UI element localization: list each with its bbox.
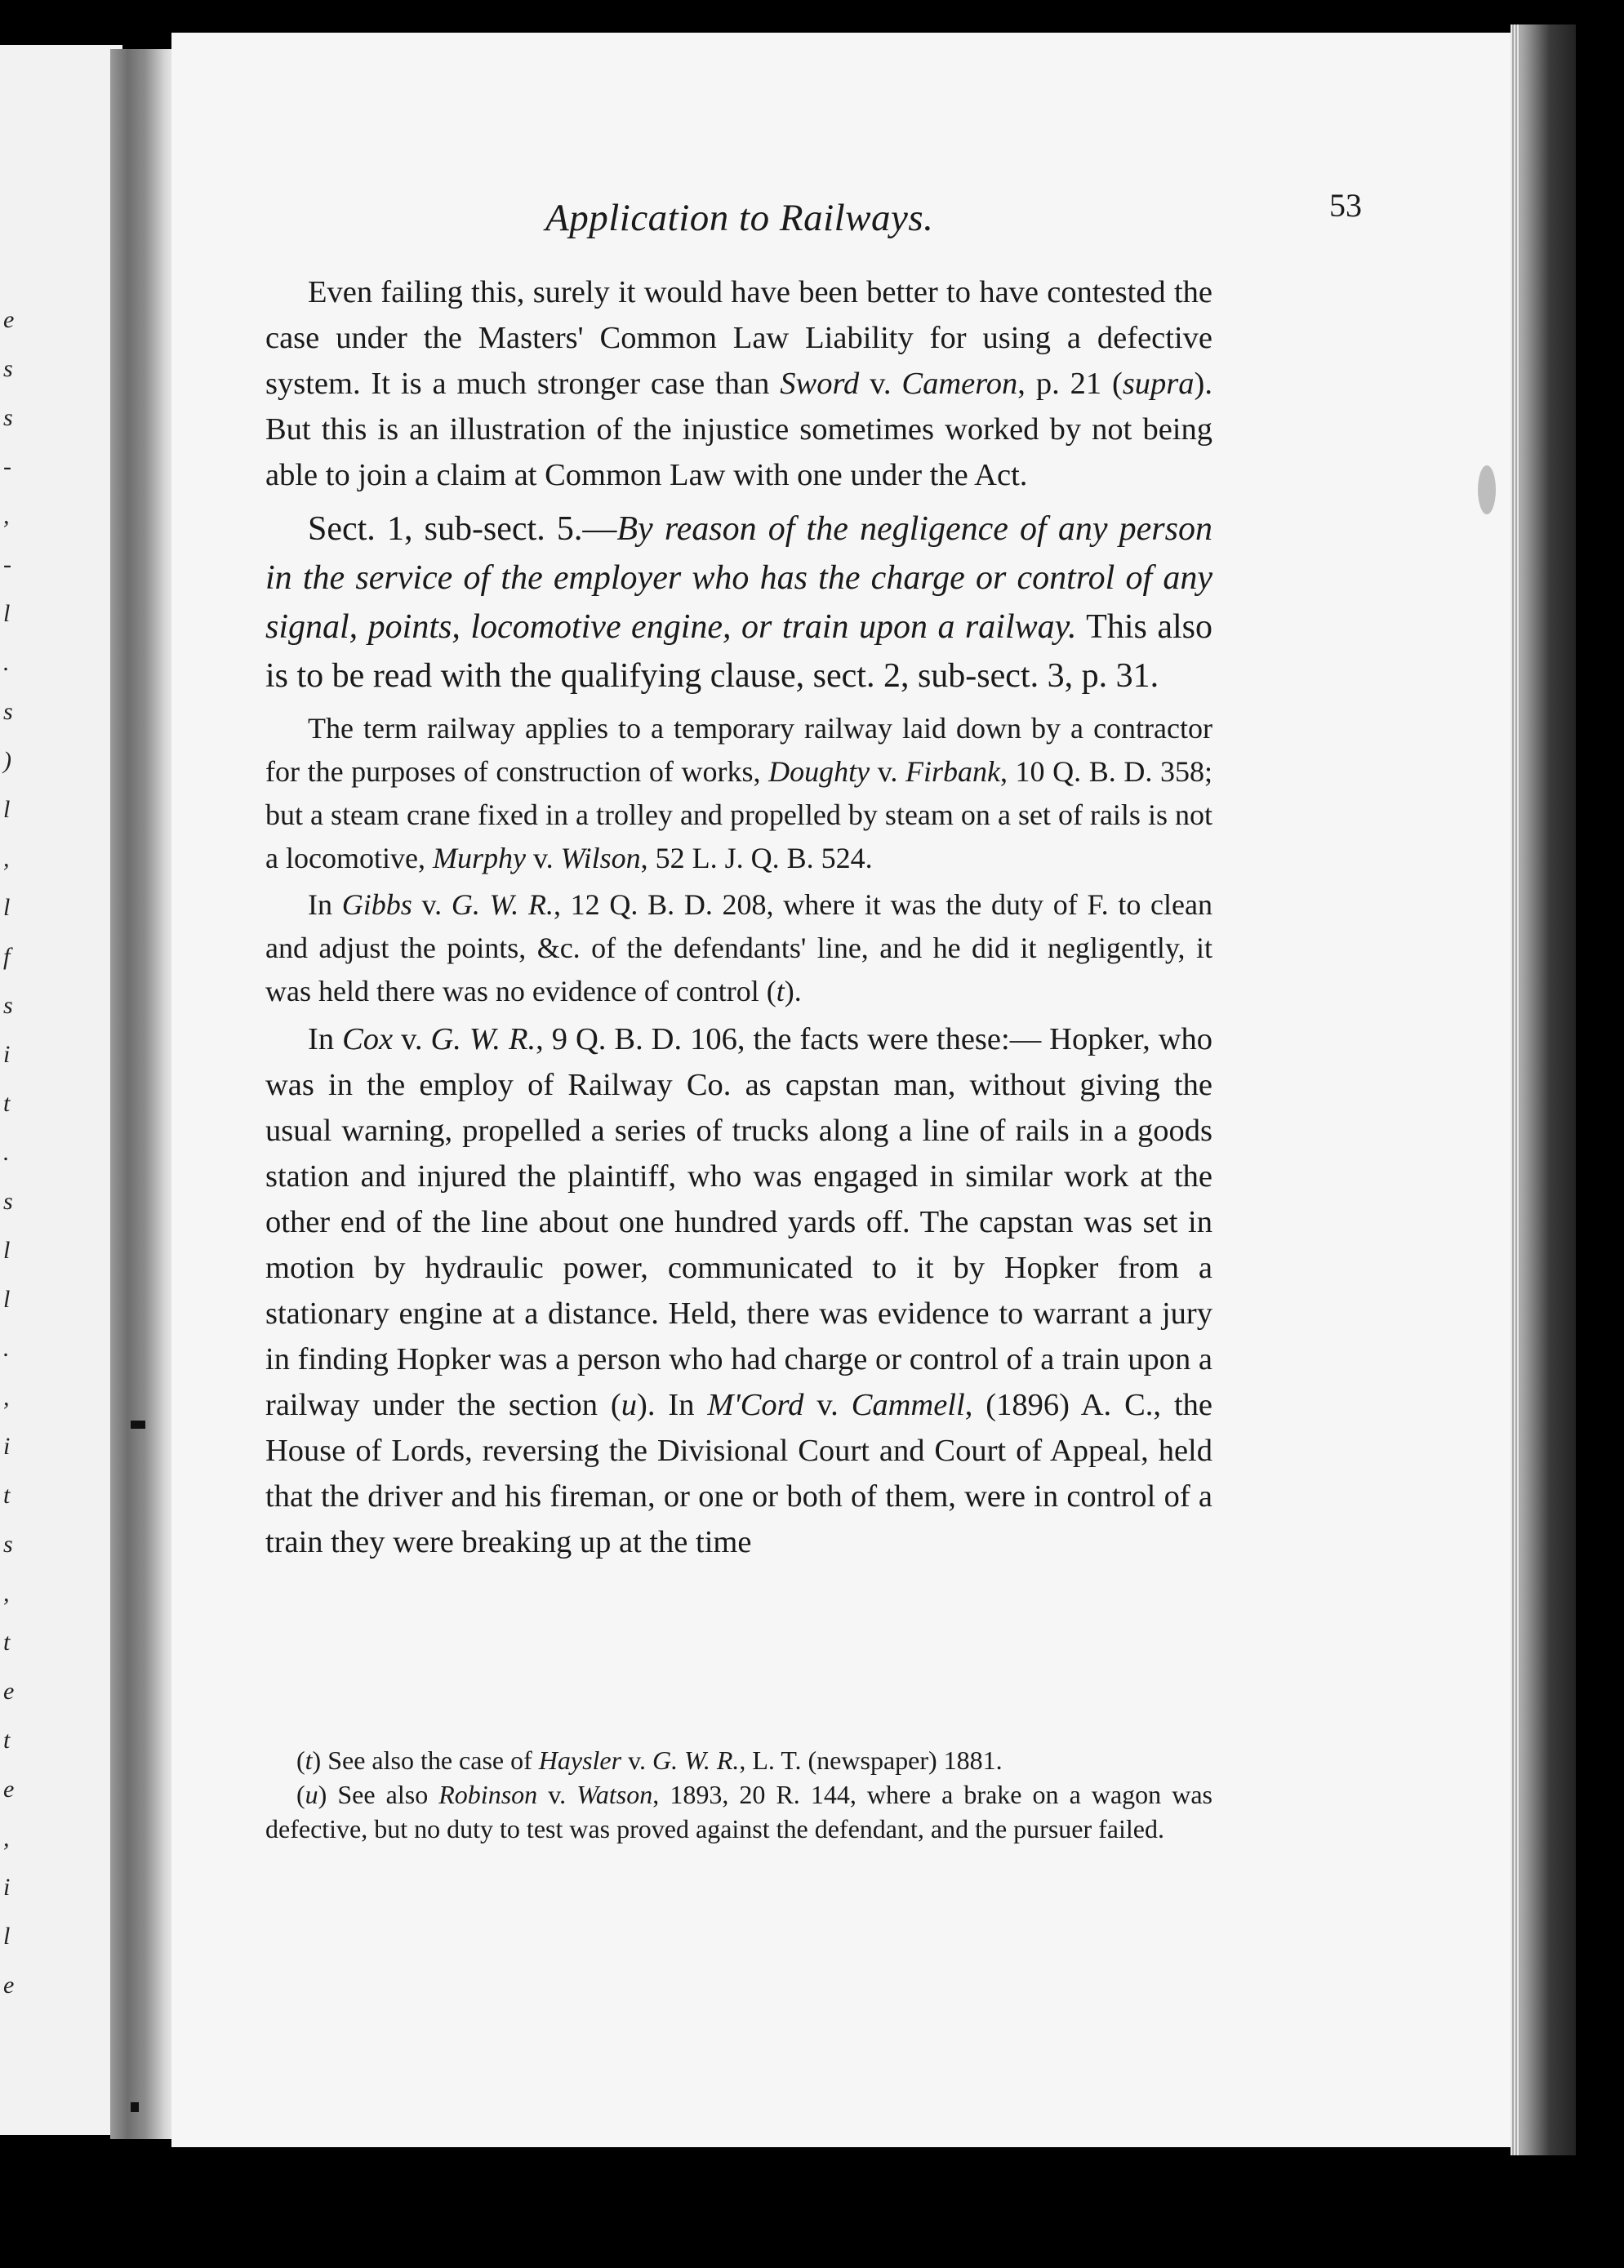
italic-text: supra (1122, 367, 1195, 401)
text-run: v. (393, 1022, 431, 1056)
edge-char: - (3, 551, 11, 578)
italic-text: Cox (342, 1022, 394, 1056)
italic-text: Haysler (538, 1745, 622, 1775)
text-run: v. (621, 1745, 652, 1775)
edge-char: , (3, 1580, 10, 1607)
text-run: v. (537, 1780, 577, 1809)
edge-char: i (3, 1874, 11, 1901)
edge-char: s (3, 1188, 13, 1215)
text-run: This also is to be read with the qualifying clause, sect. 2, sub-sect. 3, p. 31. (265, 608, 1212, 695)
edge-char: e (3, 1972, 15, 1999)
text-run: v. (525, 842, 561, 874)
italic-text: Wilson (560, 842, 641, 874)
text-run: ). But this is an illustration of the injustice sometimes worked by not being able to join a claim at Common Law with one under the Act. (265, 367, 1212, 492)
edge-char: e (3, 306, 15, 333)
edge-char: i (3, 1041, 11, 1068)
page-gutter-shadow (110, 49, 180, 2139)
edge-char: i (3, 1433, 11, 1460)
italic-text: u (305, 1780, 318, 1809)
paragraph (265, 269, 1212, 498)
edge-char: l (3, 1237, 11, 1264)
edge-char: , (3, 1825, 10, 1852)
gutter-mark (131, 2102, 139, 2112)
text-run: , 52 L. J. Q. B. 524. (640, 842, 873, 874)
edge-char: , (3, 1384, 10, 1411)
text-run: v. (870, 755, 905, 788)
edge-char: t (3, 1629, 11, 1656)
edge-char: t (3, 1482, 11, 1509)
paragraph (265, 707, 1212, 880)
left-page-edge (0, 45, 122, 2135)
italic-text: u (621, 1388, 637, 1422)
edge-char: . (3, 1139, 10, 1166)
main-text (265, 269, 1212, 1568)
gutter-mark (131, 1421, 145, 1429)
text-run: The term railway applies to a temporary railway laid down by a contractor for the purposes of construction of works, (265, 712, 1212, 788)
edge-char: t (3, 1727, 11, 1754)
edge-char: , (3, 502, 10, 529)
text-run: , L. T. (newspaper) 1881. (739, 1745, 1003, 1775)
text-run: ). (784, 975, 802, 1007)
text-run: v. (859, 367, 902, 401)
italic-text: G. W. R. (652, 1745, 740, 1775)
text-run: v. (412, 888, 452, 921)
text-run: , 10 Q. B. D. 358; but a steam crane fixed in a trolley and propelled by steam on a set of rails is not a locomotive, (265, 755, 1212, 874)
text-run: v. (803, 1388, 852, 1422)
text-run: , p. 21 ( (1017, 367, 1123, 401)
edge-char: s (3, 698, 13, 725)
footnotes (265, 1743, 1212, 1846)
text-run: In (308, 888, 342, 921)
text-run: , (1896) A. C., the House of Lords, reversing the Divisional Court and Court of Appeal, held that the driver and his fireman, or one or both of them, were in control of a train they were breaking up at the time (265, 1388, 1212, 1559)
text-run: Sect. 1, sub-sect. 5.— (308, 510, 617, 548)
paragraph (265, 1016, 1212, 1565)
edge-char: f (3, 943, 11, 970)
edge-char: l (3, 796, 11, 823)
page-blemish (1478, 465, 1496, 514)
edge-char: e (3, 1776, 15, 1803)
paragraph-section-heading (265, 505, 1212, 700)
italic-text: Gibbs (341, 888, 412, 921)
italic-text: Doughty (768, 755, 870, 788)
edge-char: e (3, 1678, 15, 1705)
edge-char: , (3, 845, 10, 872)
text-run: Even failing this, surely it would have been better to have contested the case under the Masters' Common Law Liability for using a defective system. It is a much stronger case than (265, 275, 1212, 401)
text-run: , 9 Q. B. D. 106, the facts were these:— Hopker, who was in the employ of Railway Co. as capstan man, without giving the usual warning, propelled a series of trucks along a line of rails in a goods station and injured the plaintiff, who was engaged in similar work at the other end of the line about one hundred yards off. The capstan was set in motion by hydraulic power, communicated to it by Hopker from a stationary engine at a distance. Held, there was evidence to warrant a jury in finding Hopker was a person who had charge or control of a train upon a railway under the section ( (265, 1022, 1213, 1422)
footnote (265, 1777, 1212, 1846)
edge-char: l (3, 894, 11, 921)
italic-text: Cameron (901, 367, 1018, 401)
edge-char: l (3, 1923, 11, 1950)
text-run: ) See also the case of (312, 1745, 539, 1775)
page-stack-edge (1511, 24, 1520, 2155)
italic-text: G. W. R. (430, 1022, 536, 1056)
text-run: , 12 Q. B. D. 208, where it was the duty of F. to clean and adjust the points, &c. of the defendants' line, and he did it negligently, it was held there was no evidence of control ( (265, 888, 1212, 1007)
edge-char: - (3, 453, 11, 480)
italic-text: Sword (780, 367, 860, 401)
italic-text: Firbank (905, 755, 1000, 788)
edge-char: s (3, 355, 13, 382)
italic-text: Cammell (851, 1388, 965, 1422)
text-run: In (308, 1022, 343, 1056)
paragraph (265, 883, 1212, 1013)
italic-text: G. W. R. (451, 888, 554, 921)
italic-text: t (305, 1745, 313, 1775)
page-right-edge-shadow (1511, 24, 1576, 2155)
text-run: ( (296, 1745, 305, 1775)
edge-char: s (3, 1531, 13, 1558)
text-run: ) See also (318, 1780, 439, 1809)
edge-char: ) (3, 747, 11, 774)
italic-text: t (776, 975, 785, 1007)
footnote (265, 1743, 1212, 1777)
italic-text: Watson (576, 1780, 653, 1809)
left-page-edge-text (0, 45, 33, 2135)
text-run: ). In (637, 1388, 708, 1422)
text-run: , 1893, 20 R. 144, where a brake on a wagon was defective, but no duty to test was proved against the defendant, and the pursuer failed. (265, 1780, 1212, 1843)
edge-char: s (3, 992, 13, 1019)
edge-char: . (3, 1335, 10, 1362)
running-title: Application to Railways. (545, 197, 934, 239)
italic-text: Robinson (438, 1780, 538, 1809)
text-run: ( (296, 1780, 305, 1809)
edge-char: l (3, 1286, 11, 1313)
edge-char: s (3, 404, 13, 431)
page-number: 53 (1329, 187, 1362, 224)
italic-text: Murphy (432, 842, 526, 874)
italic-text: M'Cord (707, 1388, 804, 1422)
edge-char: t (3, 1090, 11, 1117)
edge-char: l (3, 600, 11, 627)
edge-char: . (3, 649, 10, 676)
italic-text: By reason of the negligence of any person in the service of the employer who has the charge or control of any signal, points, locomotive engine, or train upon a railway. (265, 510, 1212, 646)
